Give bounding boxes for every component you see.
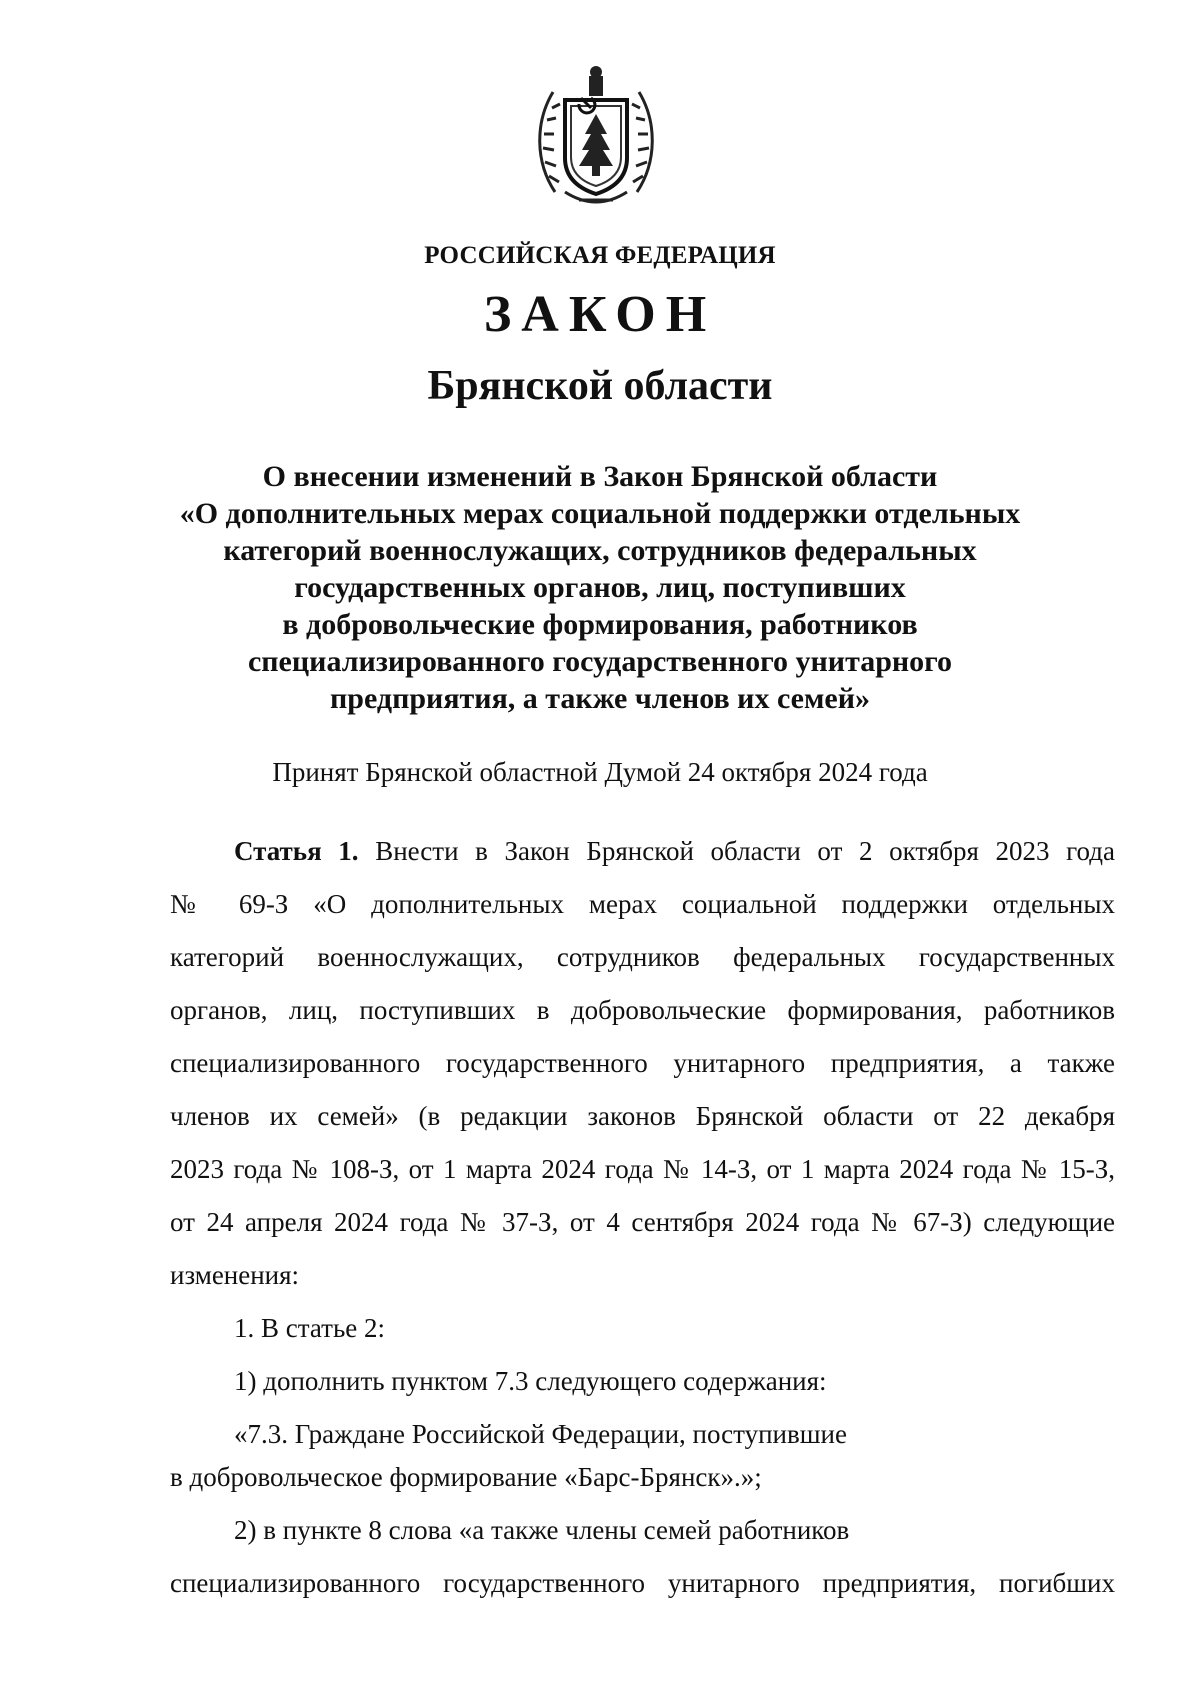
article-line: изменения: <box>170 1260 300 1290</box>
quote-line-1: «7.3. Граждане Российской Федерации, поступившие <box>234 1419 847 1449</box>
law-title-line: категорий военнослужащих, сотрудников федеральных <box>223 534 977 567</box>
subitem-1: 1) дополнить пунктом 7.3 следующего содержания: <box>234 1366 827 1396</box>
subitem-2-line-1: 2) в пункте 8 слова «а также члены семей работников <box>234 1515 850 1545</box>
law-title-line: предприятия, а также членов их семей» <box>330 682 870 715</box>
region-heading: Брянской области <box>427 363 773 409</box>
article-text: Внести в Закон Брянской области от 2 октября 2023 года <box>375 836 1115 866</box>
article-line: органов, лиц, поступивших в добровольческие формирования, работников <box>170 995 1115 1025</box>
article-line: 2023 года № 108-З, от 1 марта 2024 года № 14-З, от 1 марта 2024 года № 15-З, <box>170 1154 1115 1184</box>
item-1: 1. В статье 2: <box>234 1313 386 1343</box>
quote-line-2: в добровольческое формирование «Барс-Брянск».»; <box>170 1462 762 1492</box>
article-line: от 24 апреля 2024 года № 37-З, от 4 сентября 2024 года № 67-З) следующие <box>170 1207 1115 1237</box>
article-first-line <box>170 826 1115 876</box>
adoption-note: Принят Брянской областной Думой 24 октября 2024 года <box>272 757 928 787</box>
law-title-line: в добровольческие формирования, работников <box>282 608 918 641</box>
law-heading: ЗАКОН <box>483 286 717 343</box>
coat-of-arms-icon <box>525 62 667 222</box>
law-title-line: государственных органов, лиц, поступивших <box>294 571 906 604</box>
article-label: Статья 1. <box>234 836 359 866</box>
article-line: № 69-З «О дополнительных мерах социальной поддержки отдельных <box>170 889 1115 919</box>
article-line: членов их семей» (в редакции законов Брянской области от 22 декабря <box>170 1101 1115 1131</box>
article-line: категорий военнослужащих, сотрудников федеральных государственных <box>170 942 1115 972</box>
law-title <box>0 458 1200 717</box>
subitem-2-line-2: специализированного государственного унитарного предприятия, погибших <box>170 1568 1115 1598</box>
country-heading: РОССИЙСКАЯ ФЕДЕРАЦИЯ <box>424 242 776 269</box>
law-title-line: специализированного государственного унитарного <box>247 645 953 678</box>
law-title-line: О внесении изменений в Закон Брянской области <box>262 460 938 493</box>
law-title-line: «О дополнительных мерах социальной поддержки отдельных <box>179 497 1021 530</box>
article-line: специализированного государственного унитарного предприятия, а также <box>170 1048 1115 1078</box>
